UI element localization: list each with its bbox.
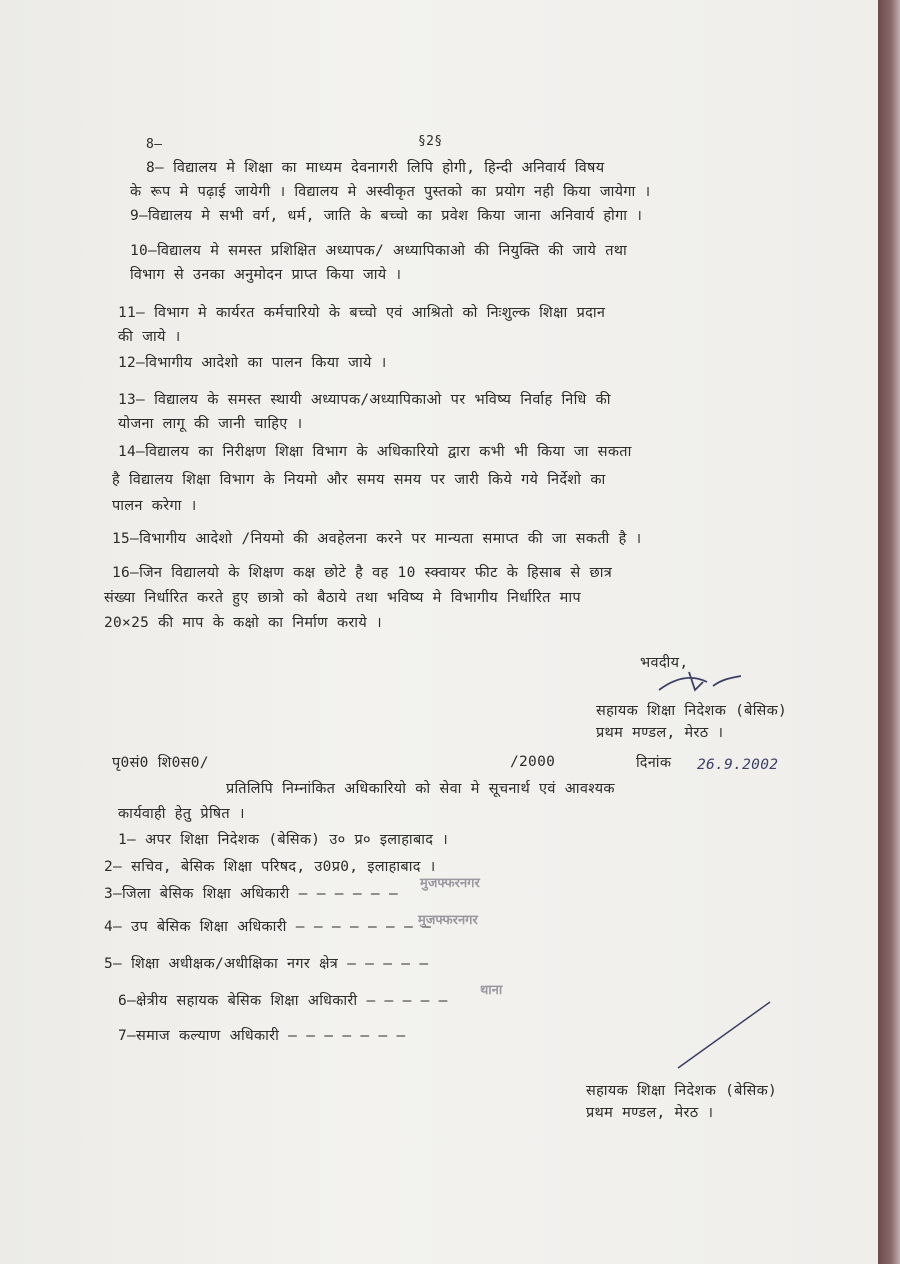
rule-line: 14–विद्यालय का निरीक्षण शिक्षा विभाग के अधिकारियो द्वारा कभी भी किया जा सकता	[118, 444, 632, 460]
closing-division: प्रथम मण्डल, मेरठ ।	[596, 725, 724, 741]
date-label: दिनांक	[636, 755, 672, 771]
rule-line: 20×25 की माप के कक्षो का निर्माण कराये ।	[104, 615, 382, 631]
rule-line: 8– विद्यालय मे शिक्षा का माध्यम देवनागरी लिपि होगी, हिन्दी अनिवार्य विषय	[146, 160, 605, 176]
district-stamp: मुजफ्फरनगर	[420, 876, 480, 891]
copy-to-line: प्रतिलिपि निम्नांकित अधिकारियो को सेवा मे सूचनार्थ एवं आवश्यक	[226, 781, 615, 797]
rule-line: के रूप मे पढ़ाई जायेगी । विद्यालय मे अस्वीकृत पुस्तको का प्रयोग नही किया जायेगा ।	[130, 184, 651, 200]
recipient-item: 6–क्षेत्रीय सहायक बेसिक शिक्षा अधिकारी – – – – –	[118, 993, 448, 1009]
rule-line: की जाये ।	[118, 329, 181, 345]
reference-number: पृ0सं0 शि0स0/	[112, 755, 209, 771]
salutation: भवदीय,	[640, 655, 689, 671]
recipient-item: 7–समाज कल्याण अधिकारी – – – – – – –	[118, 1028, 406, 1044]
rule-line: 15–विभागीय आदेशो /नियमो की अवहेलना करने पर मान्यता समाप्त की जा सकती है ।	[112, 531, 642, 547]
rule-line: संख्या निर्धारित करते हुए छात्रो को बैठाये तथा भविष्य मे विभागीय निर्धारित माप	[104, 590, 581, 606]
recipient-item: 2– सचिव, बेसिक शिक्षा परिषद, उ0प्र0, इलाहाबाद ।	[104, 859, 436, 875]
signature-mark	[672, 1000, 772, 1072]
signature-mark	[655, 668, 745, 698]
rule-line: पालन करेगा ।	[112, 498, 197, 514]
page-marker: 8–	[146, 137, 163, 152]
recipient-item: 3–जिला बेसिक शिक्षा अधिकारी – – – – – –	[104, 886, 398, 902]
area-stamp: थाना	[480, 983, 503, 998]
rule-line: योजना लागू की जानी चाहिए ।	[118, 416, 303, 432]
district-stamp: मुजफ्फरनगर	[418, 913, 478, 928]
rule-line: 12–विभागीय आदेशो का पालन किया जाये ।	[118, 355, 387, 371]
rule-line: 11– विभाग मे कार्यरत कर्मचारियो के बच्चो एवं आश्रितो को निःशुल्क शिक्षा प्रदान	[118, 305, 606, 321]
recipient-item: 5– शिक्षा अधीक्षक/अधीक्षिका नगर क्षेत्र – – – – –	[104, 956, 429, 972]
footer-designation: सहायक शिक्षा निदेशक (बेसिक)	[586, 1083, 778, 1099]
reference-year: /2000	[510, 754, 556, 770]
rule-line: विभाग से उनका अनुमोदन प्राप्त किया जाये ।	[130, 267, 402, 283]
page-number: §2§	[418, 134, 443, 149]
rule-line: 9–विद्यालय मे सभी वर्ग, धर्म, जाति के बच्चो का प्रवेश किया जाना अनिवार्य होगा ।	[130, 208, 643, 224]
rule-line: 13– विद्यालय के समस्त स्थायी अध्यापक/अध्यापिकाओ पर भविष्य निर्वाह निधि की	[118, 392, 611, 408]
rule-line: 10–विद्यालय मे समस्त प्रशिक्षित अध्यापक/ अध्यापिकाओ की नियुक्ति की जाये तथा	[130, 243, 628, 259]
closing-designation: सहायक शिक्षा निदेशक (बेसिक)	[596, 703, 788, 719]
rule-line: है विद्यालय शिक्षा विभाग के नियमो और समय समय पर जारी किये गये निर्देशो का	[112, 472, 606, 488]
binding-edge	[878, 0, 900, 1264]
recipient-item: 4– उप बेसिक शिक्षा अधिकारी – – – – – – – –	[104, 919, 432, 935]
footer-division: प्रथम मण्डल, मेरठ ।	[586, 1105, 714, 1121]
copy-to-line: कार्यवाही हेतु प्रेषित ।	[118, 806, 245, 822]
date-value: 26.9.2002	[697, 757, 779, 773]
rule-line: 16–जिन विद्यालयो के शिक्षण कक्ष छोटे है वह 10 स्क्वायर फीट के हिसाब से छात्र	[112, 565, 613, 581]
recipient-item: 1– अपर शिक्षा निदेशक (बेसिक) उ० प्र० इलाहाबाद ।	[118, 832, 449, 848]
